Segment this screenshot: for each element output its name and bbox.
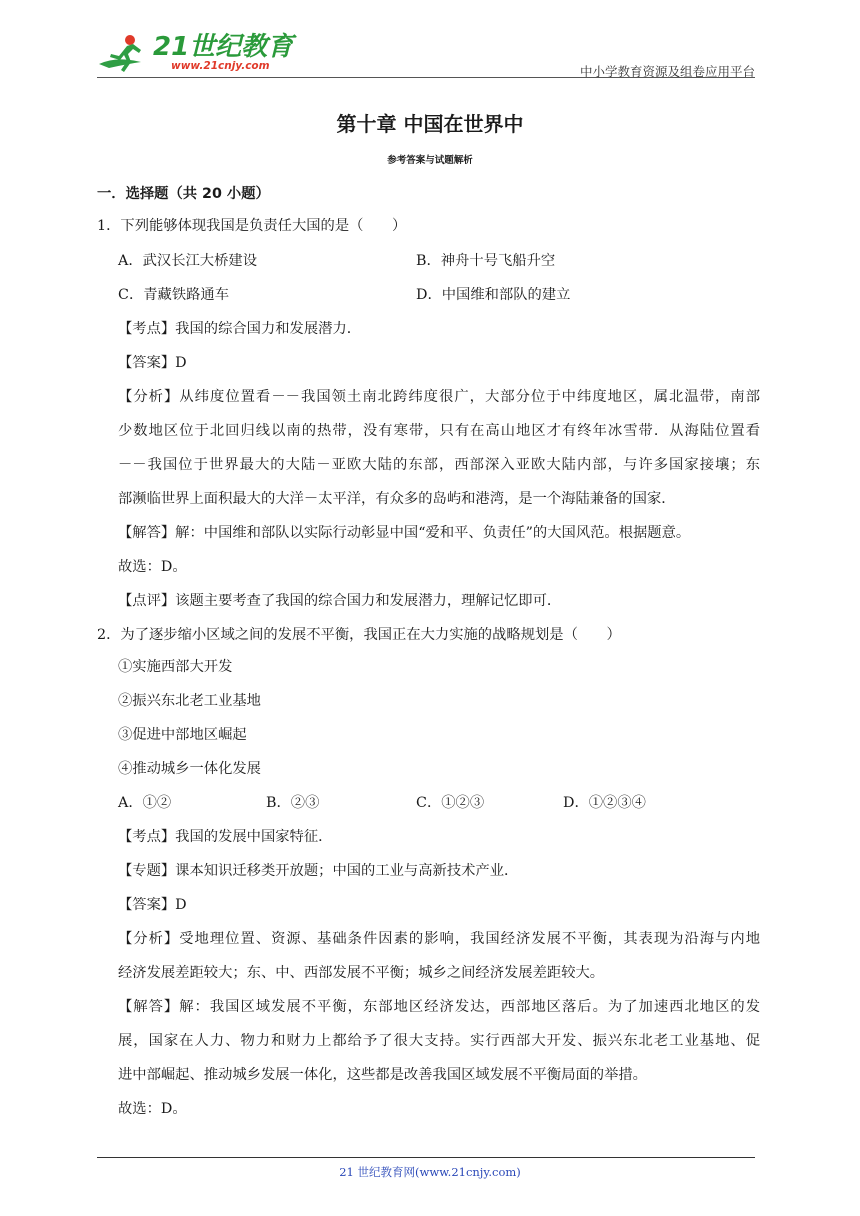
- logo-wordmark: 21世纪教育: [153, 32, 294, 62]
- q1-option-b: B．神舟十号飞船升空: [416, 253, 556, 269]
- page-title: 第十章 中国在世界中: [336, 112, 524, 136]
- q2-item: ②振兴东北老工业基地: [118, 693, 261, 709]
- q2-analysis-line: 经济发展差距较大；东、中、西部发展不平衡；城乡之间经济发展差距较大。: [118, 965, 605, 981]
- q1-comment: 【点评】该题主要考查了我国的综合国力和发展潜力，理解记忆即可．: [118, 593, 562, 609]
- q1-answer: 【答案】D: [118, 355, 187, 371]
- q1-stem: 1．下列能够体现我国是负责任大国的是（ ）: [97, 218, 407, 234]
- q2-solution-line: 【解答】解：我国区域发展不平衡，东部地区经济发达，西部地区落后。为了加速西北地区的发: [118, 999, 760, 1015]
- q2-item: ③促进中部地区崛起: [118, 727, 247, 743]
- q2-item: ④推动城乡一体化发展: [118, 761, 261, 777]
- section-heading: 一．选择题（共 20 小题）: [97, 186, 270, 202]
- q2-analysis-line: 【分析】受地理位置、资源、基础条件因素的影响，我国经济发展不平衡，其表现为沿海与内地: [118, 931, 760, 947]
- q2-solution-line: 进中部崛起、推动城乡发展一体化，这些都是改善我国区域发展不平衡局面的举措。: [118, 1067, 647, 1083]
- q1-option-c: C．青藏铁路通车: [118, 287, 230, 303]
- q1-option-d: D．中国维和部队的建立: [416, 287, 571, 303]
- q1-analysis-line: 少数地区位于北回归线以南的热带，没有寒带，只有在高山地区才有终年冰雪带．从海陆位置看: [118, 423, 760, 439]
- logo-url: www.21cnjy.com: [171, 60, 270, 72]
- page-header: [97, 28, 755, 78]
- header-divider: [97, 77, 755, 78]
- footer-link[interactable]: 21 世纪教育网(www.21cnjy.com): [339, 1165, 521, 1179]
- q1-kaodian: 【考点】我国的综合国力和发展潜力．: [118, 321, 362, 337]
- q2-kaodian: 【考点】我国的发展中国家特征．: [118, 829, 333, 845]
- platform-tagline: 中小学教育资源及组卷应用平台: [579, 64, 755, 79]
- q2-option-b: B．②③: [266, 795, 320, 811]
- q1-option-a: A．武汉长江大桥建设: [118, 253, 257, 269]
- q1-solution: 【解答】解：中国维和部队以实际行动彰显中国“爱和平、负责任”的大国风范。根据题意。: [118, 525, 691, 541]
- logo: [97, 34, 293, 76]
- q1-analysis-line: －－我国位于世界最大的大陆－亚欧大陆的东部，西部深入亚欧大陆内部，与许多国家接壤；东: [118, 457, 760, 473]
- q2-item: ①实施西部大开发: [118, 659, 233, 675]
- q2-stem: 2．为了逐步缩小区域之间的发展不平衡，我国正在大力实施的战略规划是（ ）: [97, 627, 621, 643]
- q2-zhuanti: 【专题】课本知识迁移类开放题；中国的工业与高新技术产业．: [118, 863, 519, 879]
- q1-analysis-line: 部濒临世界上面积最大的大洋－太平洋，有众多的岛屿和港湾，是一个海陆兼备的国家．: [118, 491, 676, 507]
- q2-answer: 【答案】D: [118, 897, 187, 913]
- q1-choose: 故选：D。: [118, 559, 187, 575]
- q2-solution-line: 展，国家在人力、物力和财力上都给予了很大支持。实行西部大开发、振兴东北老工业基地、促: [118, 1033, 760, 1049]
- q2-option-c: C．①②③: [416, 795, 485, 811]
- runner-logo-icon: [97, 34, 151, 76]
- footer-divider: [97, 1157, 755, 1158]
- q1-analysis-line: 【分析】从纬度位置看－－我国领土南北跨纬度很广，大部分位于中纬度地区，属北温带，南部: [118, 389, 760, 405]
- q2-choose: 故选：D。: [118, 1101, 187, 1117]
- page-subtitle: 参考答案与试题解析: [387, 155, 473, 166]
- q2-option-d: D．①②③④: [563, 795, 646, 811]
- q2-option-a: A．①②: [118, 795, 172, 811]
